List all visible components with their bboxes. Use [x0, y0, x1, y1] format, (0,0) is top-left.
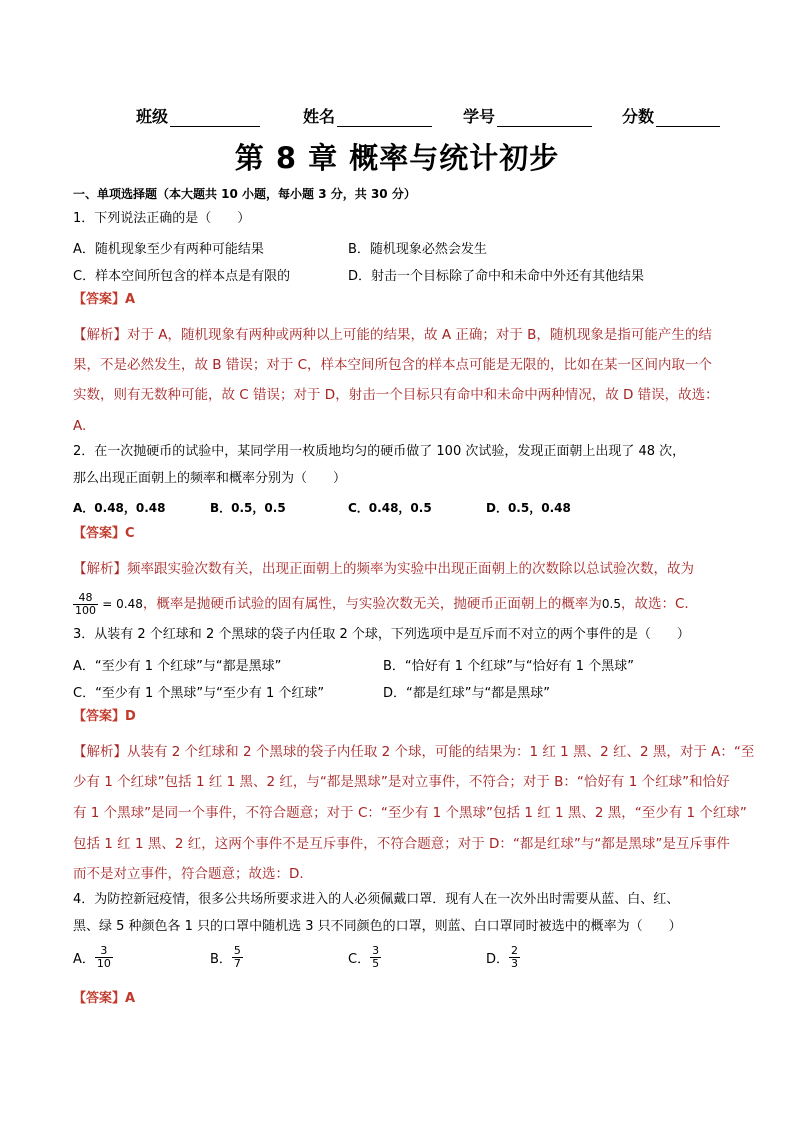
id-label: 学号 — [463, 107, 496, 126]
q3-stem: 3．从装有 2 个红球和 2 个黑球的袋子内任取 2 个球，下列选项中是互斥而不对立的两个事件的是（ ） — [73, 627, 690, 642]
fraction-denominator: 3 — [511, 957, 519, 970]
q3-analysis-line: 有 1 个黑球”是同一个事件，不符合题意；对于 C：“至少有 1 个黑球”包括 1 红 1 黑、2 黑，“至少有 1 个红球” — [73, 805, 747, 821]
q2-option-a: A．0.48，0.48 — [73, 501, 166, 515]
q4-option-d — [486, 945, 520, 970]
q3-answer: 【答案】D — [73, 709, 136, 724]
q3-option-d: D．“都是红球”与“都是黑球” — [383, 686, 550, 701]
q4-option-c — [348, 945, 381, 970]
q1-analysis-line: A. — [73, 418, 87, 434]
q2-probability-value: 0.5 — [601, 597, 621, 611]
fraction-numerator: 48 — [73, 592, 98, 605]
fraction-denominator: 10 — [96, 957, 111, 970]
q4-stem-line: 黑、绿 5 种颜色各 1 只的口罩中随机选 3 只不同颜色的口罩，则蓝、白口罩同时被选中的概率为（ ） — [73, 919, 682, 934]
fraction-denominator: 7 — [233, 957, 241, 970]
q2-analysis-text: ，概率是抛硬币试验的固有属性，与实验次数无关，抛硬币正面朝上的概率为 — [142, 596, 602, 612]
q2-stem-line: 那么出现正面朝上的频率和概率分别为（ ） — [73, 471, 347, 486]
q1-analysis-line: 实数，则有无数种可能，故 C 错误；对于 D，射击一个目标只有命中和未命中两种情况，故 D 错误，故选： — [73, 387, 719, 403]
q3-option-b: B．“恰好有 1 个红球”与“恰好有 1 个黑球” — [383, 659, 634, 674]
q2-stem-line: 2．在一次抛硬币的试验中，某同学用一枚质地均匀的硬币做了 100 次试验，发现正面朝上出现了 48 次， — [73, 444, 686, 459]
q2-fraction — [73, 592, 98, 617]
name-field — [303, 104, 432, 127]
q1-analysis-line: 【解析】对于 A，随机现象有两种或两种以上可能的结果，故 A 正确；对于 B，随机现象是指可能产生的结 — [73, 327, 712, 343]
fraction-numerator: 2 — [511, 944, 519, 957]
q2-equals-value: = 0.48 — [102, 597, 143, 611]
q3-analysis-line: 少有 1 个红球”包括 1 红 1 黑、2 红，与“都是黑球”是对立事件，不符合；对于 B：“恰好有 1 个红球”和恰好 — [73, 774, 730, 790]
q3-option-c: C．“至少有 1 个黑球”与“至少有 1 个红球” — [73, 686, 325, 701]
q4-answer: 【答案】A — [73, 991, 136, 1006]
q3-analysis-line: 包括 1 红 1 黑、2 红，这两个事件不是互斥事件，不符合题意；对于 D：“都是红球”与“都是黑球”是互斥事件 — [73, 836, 730, 852]
q1-answer: 【答案】A — [73, 292, 136, 307]
q3-analysis-line: 【解析】从装有 2 个红球和 2 个黑球的袋子内任取 2 个球，可能的结果为：1 红 1 黑、2 红、2 黑，对于 A：“至 — [73, 744, 755, 760]
class-field — [136, 104, 260, 127]
q2-option-b: B．0.5，0.5 — [210, 501, 286, 515]
q1-option-b: B．随机现象必然会发生 — [348, 242, 487, 257]
option-a-fraction — [95, 945, 113, 970]
name-label: 姓名 — [303, 107, 336, 126]
q2-option-c: C．0.48，0.5 — [348, 501, 432, 515]
fraction-denominator: 5 — [372, 957, 380, 970]
option-b-label: B． — [210, 952, 232, 967]
score-field — [622, 104, 720, 127]
fraction-numerator: 3 — [372, 944, 380, 957]
class-label: 班级 — [136, 107, 169, 126]
q2-analysis-line: 【解析】频率跟实验次数有关，出现正面朝上的频率为实验中出现正面朝上的次数除以总试验次数，故为 — [73, 561, 694, 577]
option-b-fraction — [232, 945, 243, 970]
section-heading: 一、单项选择题（本大题共 10 小题，每小题 3 分，共 30 分） — [73, 187, 416, 201]
id-blank[interactable] — [497, 109, 592, 127]
fraction-denominator: 100 — [75, 603, 96, 617]
q4-option-b — [210, 945, 243, 970]
name-blank[interactable] — [337, 109, 432, 127]
fraction-numerator: 5 — [233, 944, 241, 957]
q1-option-d: D．射击一个目标除了命中和未命中外还有其他结果 — [348, 269, 645, 284]
q2-analysis-end: ，故选：C. — [620, 596, 689, 612]
option-a-label: A． — [73, 952, 95, 967]
option-d-label: D． — [486, 952, 510, 967]
q4-option-a — [73, 945, 113, 970]
page-title: 第 8 章 概率与统计初步 — [234, 141, 560, 175]
class-blank[interactable] — [170, 109, 260, 127]
q3-analysis-line: 而不是对立事件，符合题意；故选：D. — [73, 866, 304, 882]
q1-option-a: A．随机现象至少有两种可能结果 — [73, 242, 264, 257]
q2-option-d: D．0.5，0.48 — [486, 501, 571, 515]
q1-stem: 1．下列说法正确的是（ ） — [73, 211, 251, 226]
q2-answer: 【答案】C — [73, 526, 135, 541]
q4-stem-line: 4．为防控新冠疫情，很多公共场所要求进入的人必须佩戴口罩．现有人在一次外出时需要从蓝、白、红、 — [73, 892, 680, 907]
score-label: 分数 — [622, 107, 655, 126]
option-d-fraction — [509, 945, 520, 970]
q1-option-c: C．样本空间所包含的样本点是有限的 — [73, 269, 291, 284]
option-c-label: C． — [348, 952, 371, 967]
score-blank[interactable] — [656, 109, 720, 127]
id-field — [463, 104, 592, 127]
fraction-numerator: 3 — [95, 945, 113, 958]
q2-analysis-line — [73, 589, 689, 619]
q1-analysis-line: 果，不是必然发生，故 B 错误；对于 C，样本空间所包含的样本点可能是无限的，比如在某一区间内取一个 — [73, 357, 713, 373]
option-c-fraction — [370, 945, 381, 970]
q3-option-a: A．“至少有 1 个红球”与“都是黑球” — [73, 659, 282, 674]
